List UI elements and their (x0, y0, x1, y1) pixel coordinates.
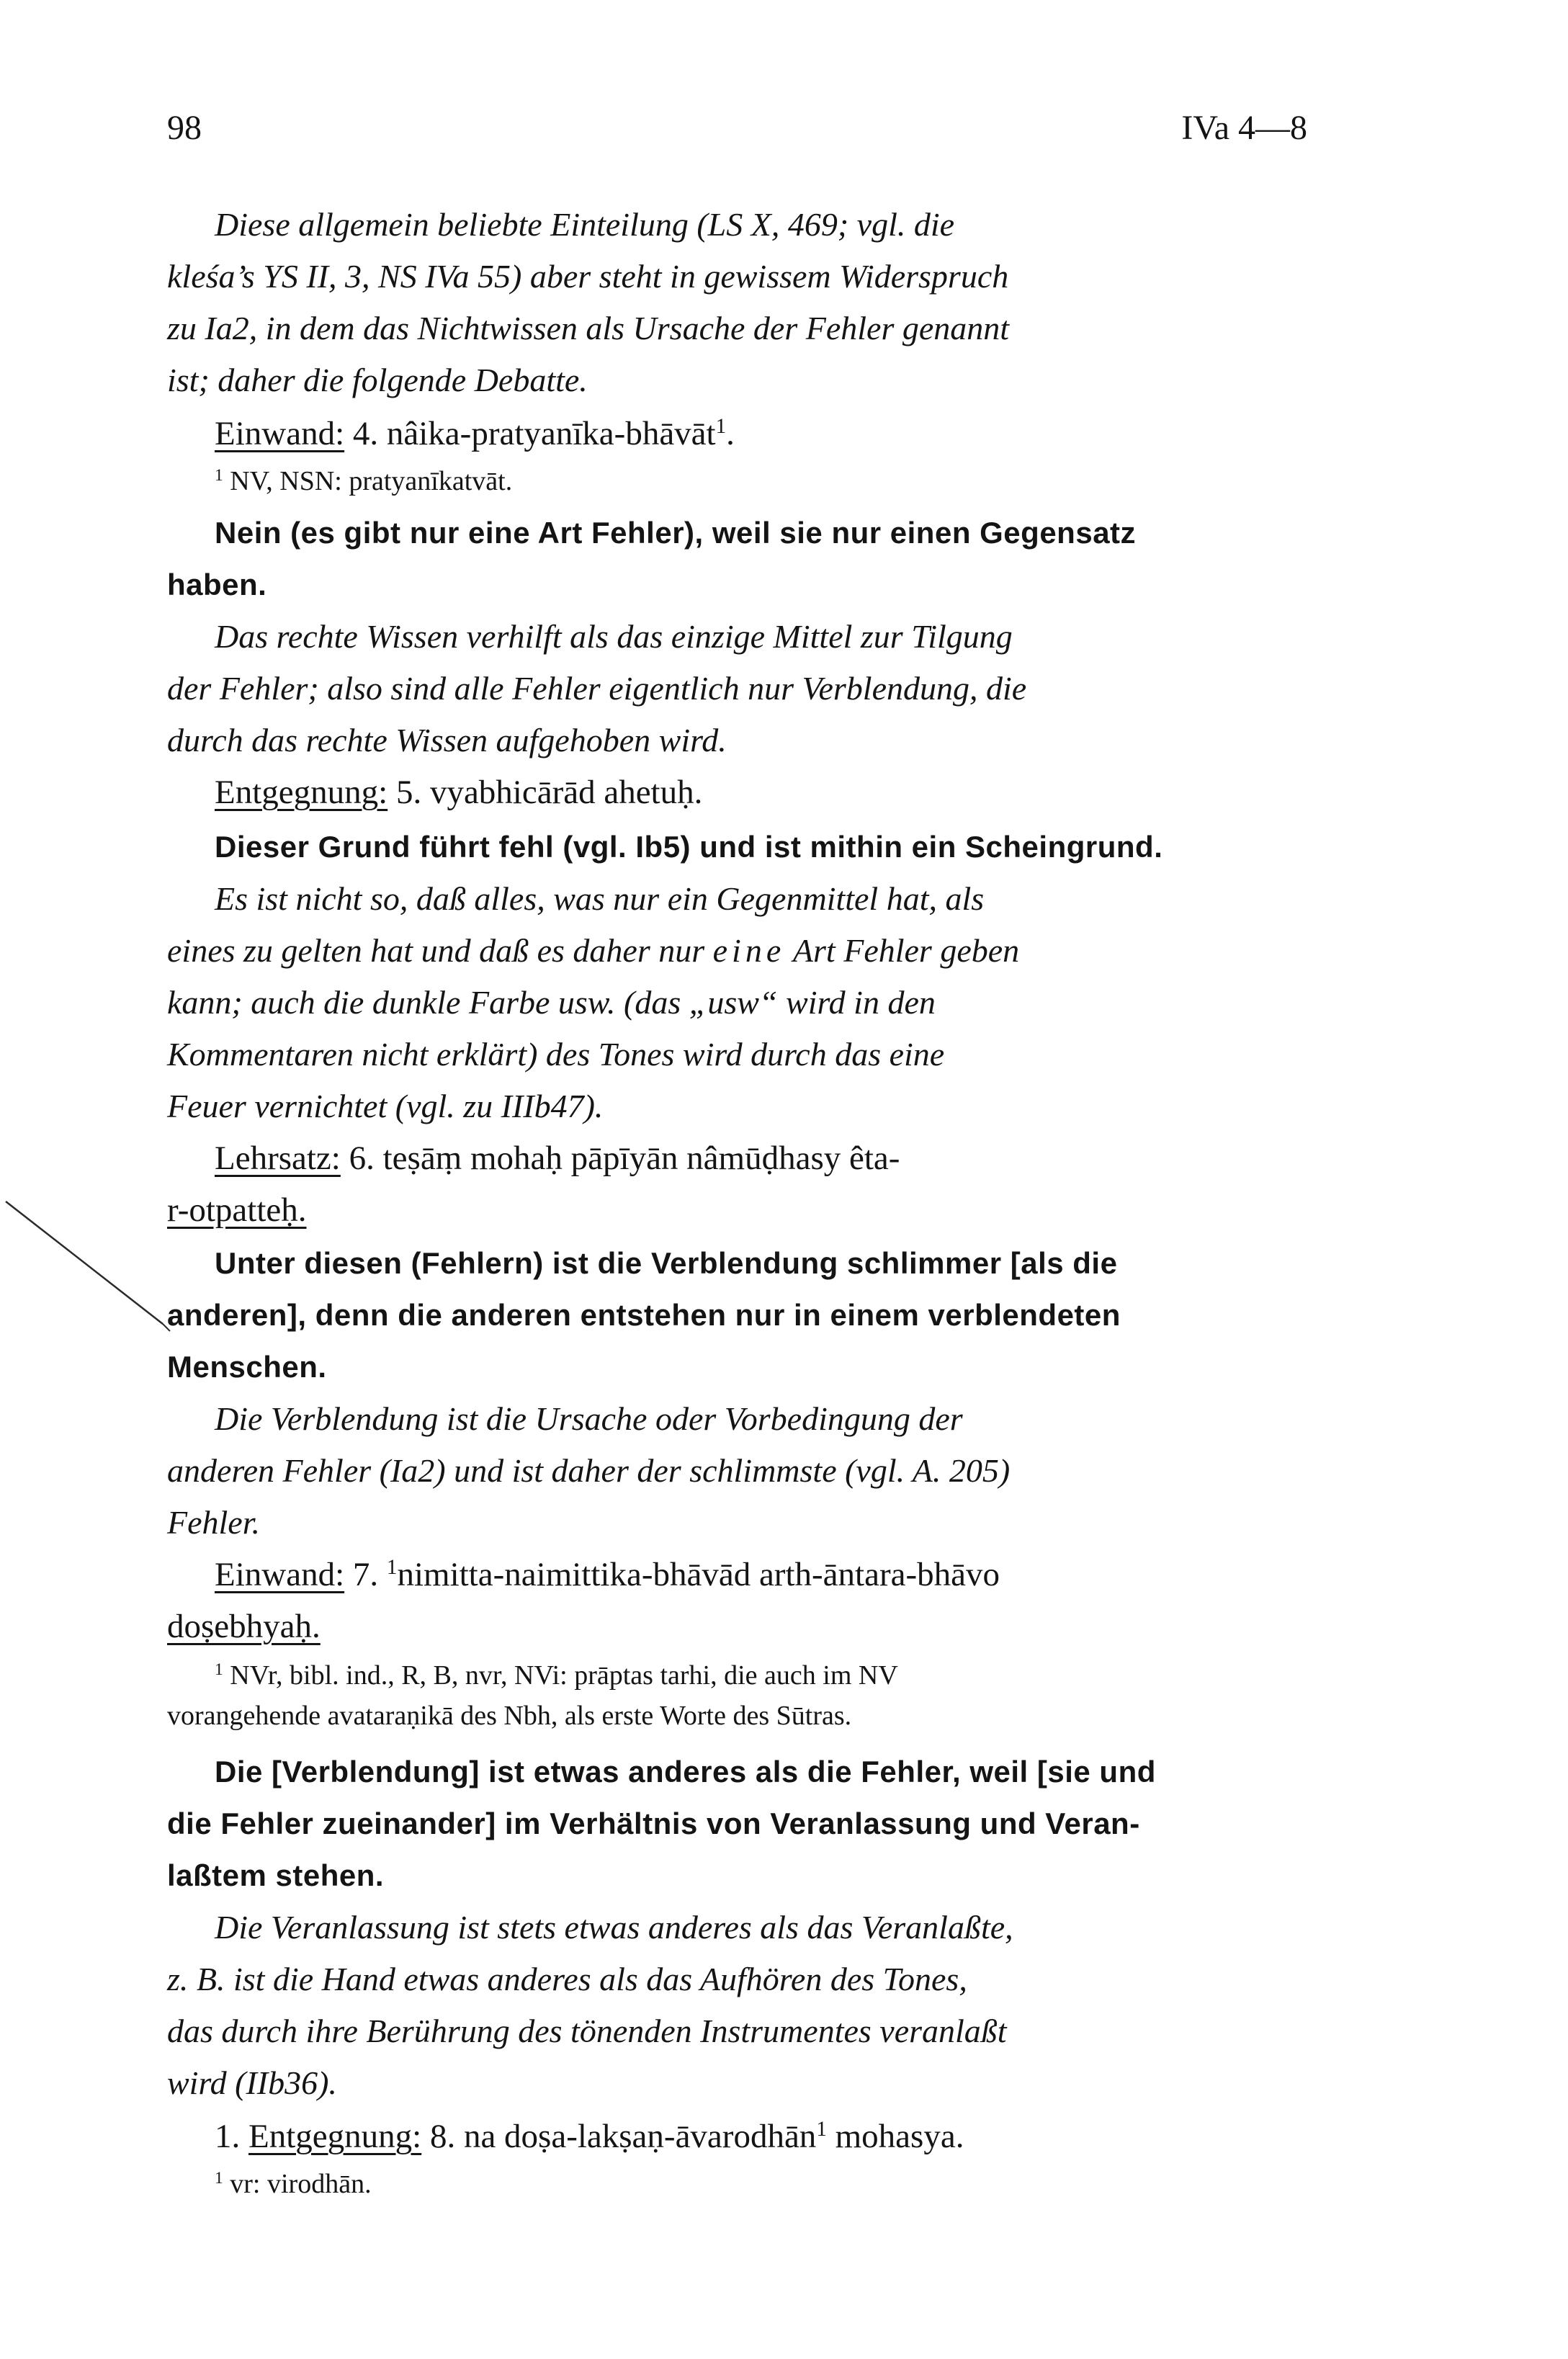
commentary-line: Das rechte Wissen verhilft als das einzige Mittel zur Tilgung (215, 618, 1013, 655)
translation-line: Menschen. (167, 1350, 327, 1384)
footnote-number: 1 (215, 1660, 223, 1680)
commentary-line: anderen Fehler (Ia2) und ist daher der schlimmste (vgl. A. 205) (167, 1452, 1011, 1489)
sutra-6-text: 6. teṣāṃ mohaḥ pāpīyān nâmūḍhasy êta- (340, 1140, 900, 1177)
sutra-4-period: . (726, 415, 735, 452)
section-reference: IVa 4—8 (1181, 109, 1307, 147)
sutra-7-number: 7. (344, 1556, 387, 1593)
sutra-4-label: Einwand: (215, 415, 345, 452)
commentary-text: eines zu gelten hat und daß es daher nur (167, 932, 713, 969)
translation-line: laßtem stehen. (167, 1858, 385, 1892)
commentary-line: z. B. ist die Hand etwas anderes als das Aufhören des Tones, (167, 1961, 967, 1997)
intro-line: Diese allgemein beliebte Einteilung (LS X, 469; vgl. die (215, 206, 955, 243)
sutra-6-line2: r-otpatteḥ. (167, 1191, 307, 1229)
sutra-8-label: Entgegnung: (248, 2118, 422, 2155)
sutra-8-text: 8. na doṣa-lakṣaṇ-āvarodhān (421, 2118, 817, 2155)
footnote-number: 1 (215, 466, 223, 485)
translation-line: Die [Verblendung] ist etwas anderes als die Fehler, weil [sie und (215, 1755, 1156, 1789)
margin-mark-tail (163, 1324, 170, 1331)
sutra-7-line2: doṣebhyaḥ. (167, 1608, 321, 1645)
commentary-line: kann; auch die dunkle Farbe usw. (das „usw“ wird in den (167, 984, 936, 1021)
translation-line: Nein (es gibt nur eine Art Fehler), weil sie nur einen Gegensatz (215, 516, 1137, 550)
sutra-8-end: mohasya. (826, 2118, 964, 2155)
commentary-line: Kommentaren nicht erklärt) des Tones wird durch das eine (167, 1036, 945, 1073)
commentary-line: wird (IIb36). (167, 2064, 337, 2101)
sutra-7-label: Einwand: (215, 1556, 345, 1593)
footnote-7-continuation: vorangehende avataraṇikā des Nbh, als erste Worte des Sūtras. (167, 1701, 852, 1731)
commentary-line: Es ist nicht so, daß alles, was nur ein Gegenmittel hat, als (215, 880, 985, 917)
intro-line: ist; daher die folgende Debatte. (167, 362, 588, 398)
margin-mark-line (6, 1201, 163, 1324)
sutra-4-text: 4. nâika-pratyanīka-bhāvāt (344, 415, 716, 452)
footnote-text: NVr, bibl. ind., R, B, nvr, NVi: prāptas tarhi, die auch im NV (223, 1660, 898, 1691)
translation-line: haben. (167, 568, 267, 601)
translation-line: Dieser Grund führt fehl (vgl. Ib5) und ist mithin ein Scheingrund. (215, 830, 1163, 864)
footnote-marker: 1 (715, 414, 727, 438)
commentary-line: Die Veranlassung ist stets etwas anderes als das Veranlaßte, (215, 1909, 1013, 1946)
sutra-6-label: Lehrsatz: (215, 1140, 341, 1177)
commentary-line: durch das rechte Wissen aufgehoben wird. (167, 722, 727, 758)
commentary-line: Die Verblendung ist die Ursache oder Vorbedingung der (215, 1400, 963, 1437)
footnote-text: NV, NSN: pratyanīkatvāt. (223, 466, 513, 496)
footnote-number: 1 (215, 2169, 223, 2188)
spaced-emphasis: eine (712, 932, 786, 969)
translation-line: anderen], denn die anderen entstehen nur in einem verblendeten (167, 1298, 1121, 1332)
footnote-marker: 1 (816, 2117, 827, 2141)
commentary-line: Fehler. (167, 1504, 261, 1541)
page-number: 98 (167, 109, 202, 147)
commentary-line: der Fehler; also sind alle Fehler eigentlich nur Verblendung, die (167, 670, 1027, 707)
commentary-line: Feuer vernichtet (vgl. zu IIIb47). (167, 1088, 604, 1124)
intro-line: kleśa’s YS II, 3, NS IVa 55) aber steht in gewissem Widerspruch (167, 258, 1009, 295)
footnote-text: vr: virodhān. (223, 2169, 372, 2199)
intro-line: zu Ia2, in dem das Nichtwissen als Ursache der Fehler genannt (167, 310, 1010, 346)
sutra-5-label: Entgegnung: (215, 774, 388, 811)
translation-line: Unter diesen (Fehlern) ist die Verblendung schlimmer [als die (215, 1246, 1118, 1280)
translation-line: die Fehler zueinander] im Verhältnis von Veranlassung und Veran- (167, 1807, 1140, 1840)
objection-number: 1. (215, 2118, 248, 2155)
footnote-marker: 1 (386, 1555, 398, 1579)
commentary-text: Art Fehler geben (785, 932, 1020, 969)
sutra-5-text: 5. vyabhicārād ahetuḥ. (387, 774, 703, 811)
sutra-7-text: nimitta-naimittika-bhāvād arth-āntara-bhāvo (397, 1556, 1000, 1593)
commentary-line: das durch ihre Berührung des tönenden Instrumentes veranlaßt (167, 2013, 1007, 2049)
